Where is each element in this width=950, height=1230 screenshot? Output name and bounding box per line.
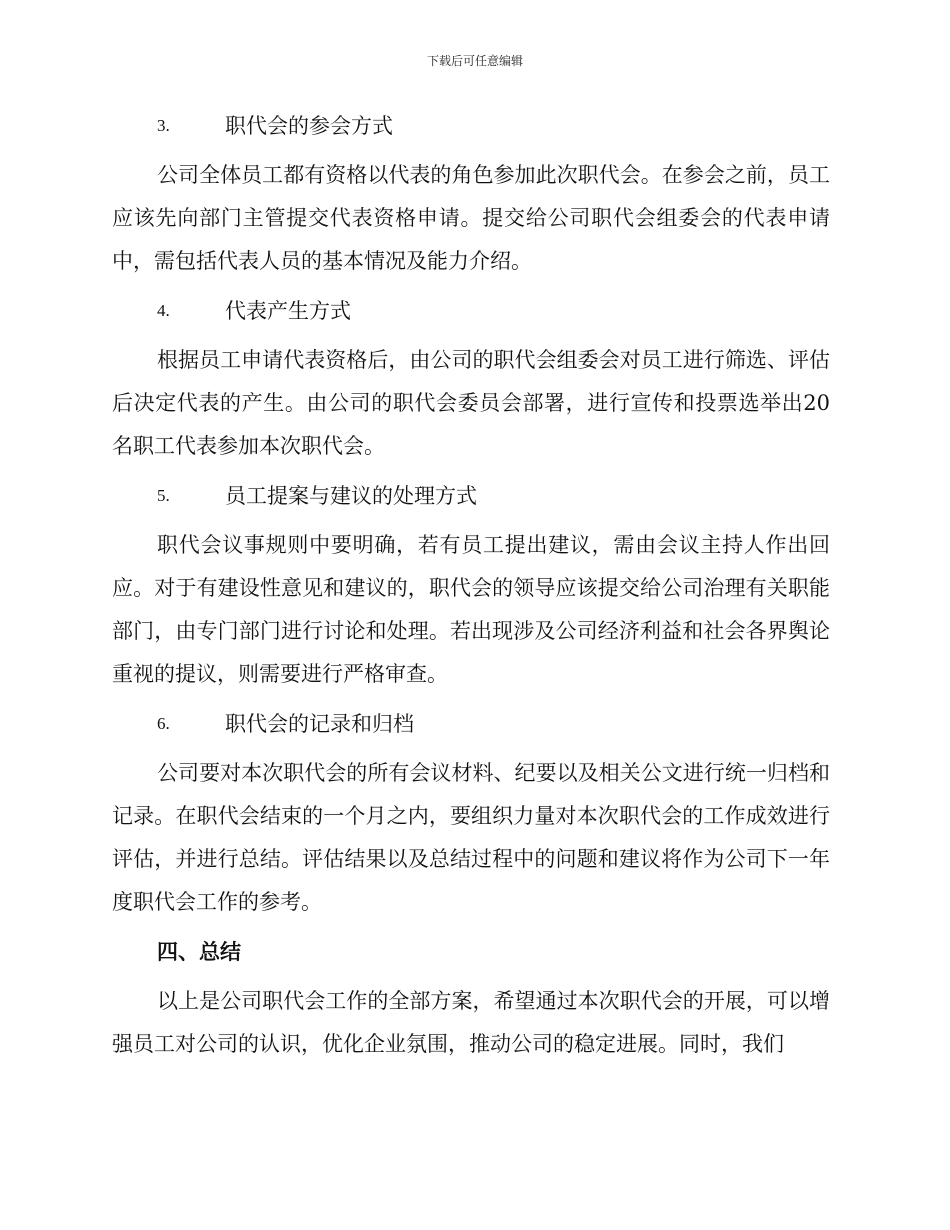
section-paragraph-6: 公司要对本次职代会的所有会议材料、纪要以及相关公文进行统一归档和记录。在职代会结束的一个月之内，要组织力量对本次职代会的工作成效进行评估，并进行总结。评估结果以及总结过程中的问题和建议将作为公司下一年度职代会工作的参考。 (112, 761, 830, 914)
section-heading-6 (112, 702, 830, 746)
section-paragraph-3: 公司全体员工都有资格以代表的角色参加此次职代会。在参会之前，员工应该先向部门主管提交代表资格申请。提交给公司职代会组委会的代表申请中，需包括代表人员的基本情况及能力介绍。 (112, 163, 830, 273)
section-title: 职代会的记录和归档 (225, 712, 414, 736)
section-number: 4. (157, 301, 170, 320)
section-heading-4 (112, 289, 830, 333)
section-title: 员工提案与建议的处理方式 (225, 484, 477, 508)
summary-paragraph: 以上是公司职代会工作的全部方案，希望通过本次职代会的开展，可以增强员工对公司的认识，优化企业氛围，推动公司的稳定进展。同时，我们 (112, 989, 830, 1056)
section-paragraph-5: 职代会议事规则中要明确，若有员工提出建议，需由会议主持人作出回应。对于有建设性意见和建议的，职代会的领导应该提交给公司治理有关职能部门，由专门部门进行讨论和处理。若出现涉及公司经济利益和社会各界舆论重视的提议，则需要进行严格审查。 (112, 533, 830, 686)
page-header: 下载后可任意编辑 (426, 54, 523, 68)
section-number: 6. (157, 714, 170, 733)
section-paragraph-4: 根据员工申请代表资格后，由公司的职代会组委会对员工进行筛选、评估后决定代表的产生。由公司的职代会委员会部署，进行宣传和投票选举出20名职工代表参加本次职代会。 (112, 348, 830, 458)
section-heading-5 (112, 474, 830, 518)
summary-heading: 四、总结 (157, 940, 241, 964)
document-body (112, 104, 830, 1072)
section-number: 3. (157, 116, 170, 135)
section-heading-3 (112, 104, 830, 148)
section-title: 职代会的参会方式 (225, 114, 393, 138)
section-title: 代表产生方式 (225, 299, 351, 323)
section-number: 5. (157, 486, 170, 505)
